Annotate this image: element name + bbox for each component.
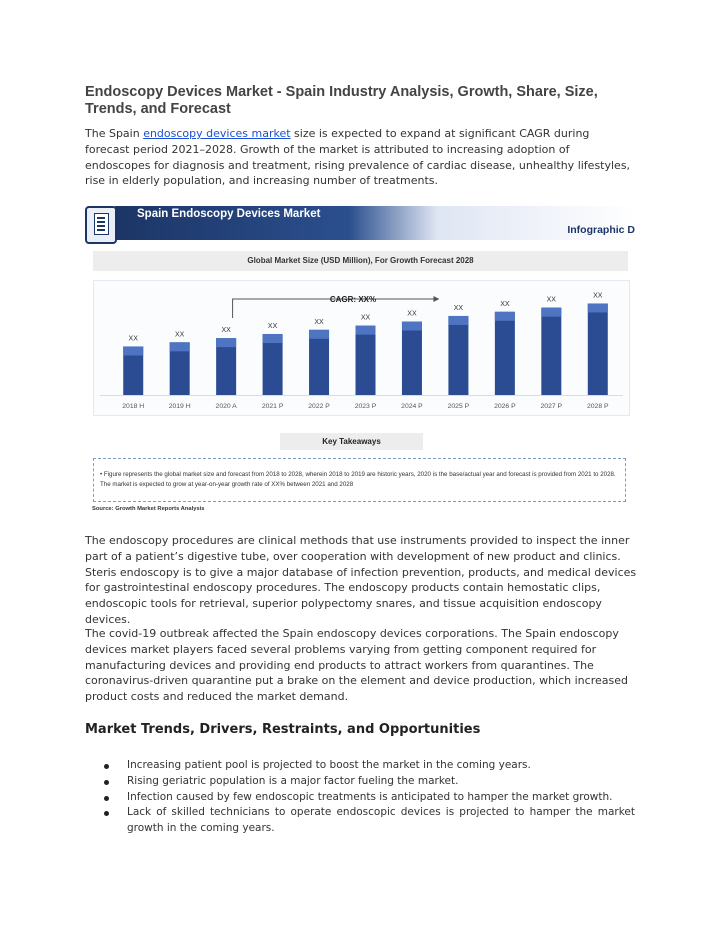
- takeaway-box: [93, 458, 626, 502]
- market-size-header: Global Market Size (USD Million), For Growth Forecast 2028: [93, 251, 628, 271]
- bullet-icon: [104, 780, 109, 785]
- chart-panel: [93, 280, 630, 416]
- infographic-title: Spain Endoscopy Devices Market: [137, 208, 321, 220]
- bar: [356, 326, 376, 395]
- cagr-arrow-head: [433, 296, 439, 302]
- tick-label: 2026 P: [494, 403, 516, 410]
- intro-text-start: The Spain: [85, 127, 144, 140]
- bar-cap: [495, 312, 515, 321]
- bar: [402, 322, 422, 395]
- data-label: XX: [453, 304, 464, 312]
- market-link[interactable]: endoscopy devices market: [143, 127, 291, 140]
- paragraph-2: The endoscopy procedures are clinical methods that use instruments provided to inspect the inner part of a patient’s digestive tube, over cooperation with development of new product and clinics. Steris endoscopy is to give a major database of infection prevention, products, and medical devices for gastrointestinal endoscopy procedures. The endoscopy products contain hemostatic clips, endoscopic tools for retrieval, superior polypectomy snares, and tissue acquisition endoscopy devices.: [85, 534, 637, 626]
- infographic-label: Infographic D: [567, 224, 635, 236]
- data-label: XX: [546, 296, 556, 304]
- data-label: XX: [314, 318, 324, 326]
- tick-label: 2022 P: [308, 403, 330, 410]
- tick-label: 2020 A: [215, 403, 237, 410]
- intro-paragraph: [85, 126, 637, 189]
- data-label: XX: [128, 335, 138, 343]
- data-label: XX: [407, 310, 417, 318]
- bar-cap: [402, 322, 422, 331]
- bar: [495, 312, 515, 395]
- data-label: XX: [500, 300, 510, 308]
- tick-label: 2021 P: [261, 403, 284, 410]
- bar: [448, 316, 468, 395]
- data-label: XX: [360, 314, 371, 322]
- takeaway-text: Figure represents the global market size and forecast from 2018 to 2028, wherein 2018 to 2019 are historic years, 2020 is the base/actual year and forecast is provided from 2021 to 2028. The market is expected to grow at year-on-year growth rate of XX% between 2021 and 2028: [100, 471, 616, 488]
- list-item: [85, 774, 635, 790]
- source-note: Source: Growth Market Reports Analysis: [92, 506, 205, 512]
- tick-label: 2025 P: [447, 403, 470, 410]
- list-item: [85, 805, 635, 837]
- bar-cap: [588, 303, 608, 312]
- list-item: [85, 790, 635, 806]
- trends-list: [85, 758, 635, 837]
- list-item-text: Infection caused by few endoscopic treatments is anticipated to hamper the market growth.: [127, 790, 613, 803]
- key-takeaways-label: Key Takeaways: [280, 433, 423, 450]
- bar-cap: [123, 346, 143, 355]
- bar-cap: [448, 316, 468, 325]
- bar: [309, 330, 329, 395]
- market-infographic: [85, 200, 635, 518]
- bar-cap: [356, 326, 376, 335]
- bar-cap: [216, 338, 236, 347]
- infographic-banner: [115, 206, 635, 240]
- paragraph-3: The covid-19 outbreak affected the Spain endoscopy devices corporations. The Spain endoscopy devices market players faced several problems varying from getting component required for manufacturing devices and providing end products to attract workers from quarantines. The coronavirus-driven quarantine put a brake on the element and device production, which increased product costs and reduced the market demand.: [85, 627, 628, 704]
- bullet-icon: [104, 811, 109, 816]
- data-label: XX: [267, 322, 278, 330]
- bar-cap: [309, 330, 329, 339]
- bar-cap: [263, 334, 283, 343]
- bar: [263, 334, 283, 395]
- section-heading: Market Trends, Drivers, Restraints, and Opportunities: [85, 722, 481, 737]
- data-label: XX: [593, 292, 603, 300]
- data-label: XX: [175, 331, 185, 339]
- tick-label: 2028 P: [586, 403, 609, 410]
- intro-text-end: size is expected to expand at significant CAGR during forecast period 2021–2028. Growth of the market is attributed to increasing adoption of endoscopes for diagnosis and treatment, rising prevalence of cardiac disease, unhealthy lifestyles, rise in elderly population, and increasing number of treatments.: [85, 127, 631, 188]
- tick-label: 2027 P: [540, 403, 563, 410]
- list-item-text: Lack of skilled technicians to operate endoscopic devices is projected to hamper the market growth in the coming years.: [127, 806, 635, 835]
- tick-label: 2018 H: [122, 403, 145, 410]
- list-item: [85, 758, 635, 774]
- market-bar-chart: [94, 281, 629, 415]
- bullet-icon: [104, 796, 109, 801]
- list-item-text: Rising geriatric population is a major factor fueling the market.: [127, 774, 459, 787]
- tick-label: 2019 H: [168, 403, 191, 410]
- tick-label: 2024 P: [401, 403, 423, 410]
- document-icon: [85, 206, 117, 244]
- takeaway-bullet: •: [100, 471, 104, 478]
- page-title: Endoscopy Devices Market - Spain Industry Analysis, Growth, Share, Size, Trends, and Forecast: [85, 84, 598, 117]
- bullet-icon: [104, 764, 109, 769]
- bar-cap: [541, 308, 561, 317]
- data-label: XX: [221, 327, 231, 335]
- cagr-label: CAGR: XX%: [329, 295, 377, 304]
- list-item-text: Increasing patient pool is projected to boost the market in the coming years.: [127, 759, 531, 771]
- bar: [588, 303, 608, 395]
- bar: [541, 308, 561, 395]
- tick-label: 2023 P: [354, 403, 377, 410]
- bar-cap: [170, 342, 190, 351]
